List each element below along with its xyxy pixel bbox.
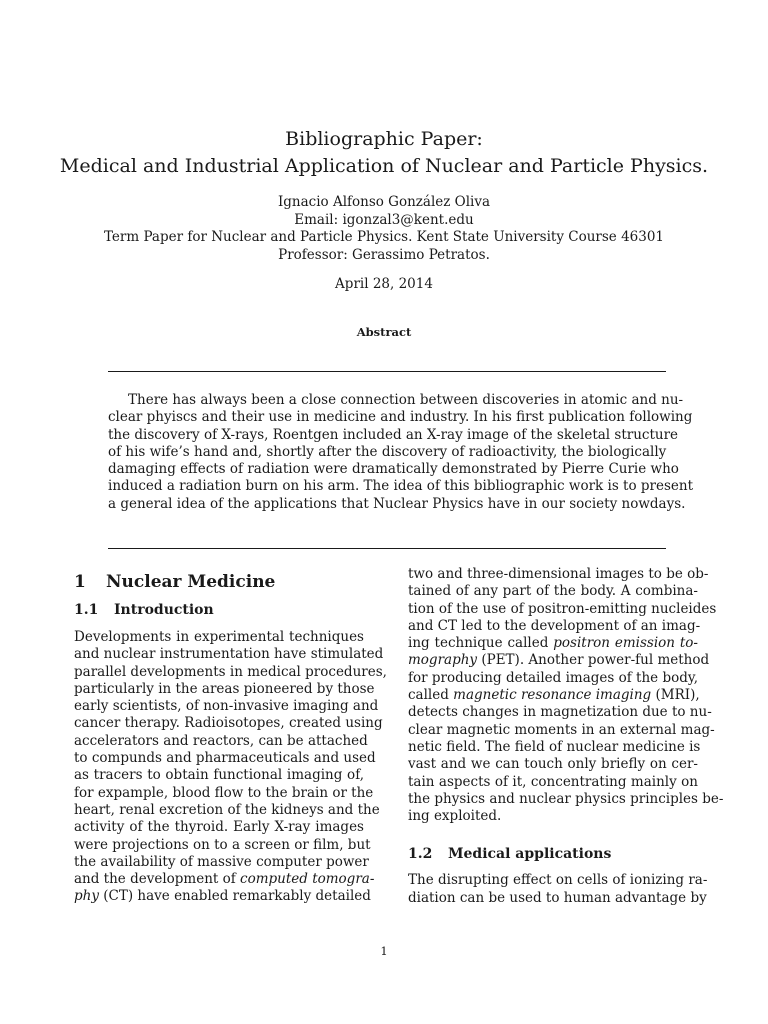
- text-line: for expample, blood flow to the brain or the: [74, 784, 374, 801]
- italic-term: magnetic resonance imaging: [453, 687, 652, 704]
- continued-paragraph: [408, 566, 724, 825]
- text-line: tain aspects of it, concentrating mainly on: [408, 773, 698, 790]
- text-line: tained of any part of the body. A combina-: [408, 583, 698, 600]
- text-line: and CT led to the development of an imag-: [408, 617, 701, 634]
- title-line-1: Bibliographic Paper:: [285, 128, 483, 150]
- text-line: [408, 687, 698, 704]
- author-block: [0, 194, 768, 264]
- text-line: clear magnetic moments in an external mag-: [408, 721, 715, 738]
- text-line: diation can be used to human advantage by: [408, 889, 707, 906]
- text-line: tion of the use of positron-emitting nucleides: [408, 600, 717, 617]
- text-fragment: ing technique called: [408, 635, 554, 652]
- abstract-line: clear phyiscs and their use in medicine and industry. In his first publication following: [108, 409, 693, 426]
- text-line: [408, 635, 698, 652]
- medical-applications-paragraph: [408, 872, 708, 907]
- paper-title: [0, 126, 768, 180]
- page-number: 1: [380, 944, 388, 958]
- text-fragment: (PET). Another power-ful method: [477, 652, 710, 669]
- subsection-number: 1.2: [408, 846, 433, 863]
- text-line: particularly in the areas pioneered by those: [74, 680, 375, 697]
- author-name: Ignacio Alfonso González Oliva: [277, 194, 491, 210]
- section-heading: [74, 571, 364, 593]
- text-line: parallel developments in medical procedures,: [74, 663, 387, 680]
- abstract-line: of his wife’s hand and, shortly after the discovery of radioactivity, the biologically: [108, 443, 667, 460]
- text-line: heart, renal excretion of the kidneys and the: [74, 801, 380, 818]
- professor-info: Professor: Gerassimo Petratos.: [278, 246, 490, 263]
- italic-term: mography: [408, 652, 478, 669]
- text-fragment: called: [408, 687, 454, 704]
- title-line-2: Medical and Industrial Application of Nuclear and Particle Physics.: [59, 155, 709, 177]
- text-line: cancer therapy. Radioisotopes, created using: [74, 715, 383, 732]
- text-line: detects changes in magnetization due to nu-: [408, 704, 712, 721]
- section-number: 1: [74, 572, 86, 592]
- subsection-title: Introduction: [114, 602, 214, 618]
- course-info: Term Paper for Nuclear and Particle Physics. Kent State University Course 46301: [103, 229, 665, 245]
- subsection-heading: [74, 601, 364, 619]
- text-line: for producing detailed images of the body,: [408, 669, 698, 686]
- abstract-line: the discovery of X-rays, Roentgen included an X-ray image of the skeletal structure: [108, 426, 679, 443]
- text-line: [408, 652, 710, 669]
- paper-date: April 28, 2014: [335, 276, 433, 292]
- abstract-line: There has always been a close connection between discoveries in atomic and nu-: [128, 392, 684, 408]
- abstract-line: damaging effects of radiation were dramatically demonstrated by Pierre Curie who: [108, 461, 679, 478]
- right-column: [408, 566, 724, 907]
- abstract-line: induced a radiation burn on his arm. The idea of this bibliographic work is to present: [108, 478, 694, 495]
- abstract-bottom-rule: [108, 548, 666, 549]
- author-email: Email: igonzal3@kent.edu: [294, 211, 474, 228]
- text-line: as tracers to obtain functional imaging of,: [74, 767, 364, 784]
- subsection-title: Medical applications: [448, 846, 612, 863]
- italic-term: computed tomogra-: [240, 871, 375, 888]
- text-fragment: (MRI),: [651, 687, 700, 704]
- subsection-number: 1.1: [74, 602, 99, 618]
- italic-term: positron emission to-: [553, 635, 698, 652]
- text-line: were projections on to a screen or film, but: [74, 836, 371, 853]
- text-line: activity of the thyroid. Early X-ray images: [74, 819, 364, 836]
- subsection-heading: [408, 845, 698, 863]
- text-line: [74, 888, 371, 905]
- text-fragment: and the development of: [74, 871, 241, 888]
- left-column: [74, 566, 387, 906]
- abstract-heading: Abstract: [356, 325, 412, 339]
- intro-paragraph: [74, 629, 387, 906]
- abstract-top-rule: [108, 371, 666, 372]
- abstract-body: [108, 392, 694, 513]
- section-title: Nuclear Medicine: [106, 572, 276, 592]
- text-line: two and three-dimensional images to be ob-: [408, 566, 709, 582]
- text-line: ing exploited.: [408, 808, 502, 825]
- text-line: the availability of massive computer power: [74, 853, 369, 870]
- text-line: to compunds and pharmaceuticals and used: [74, 750, 376, 767]
- abstract-line: a general idea of the applications that Nuclear Physics have in our society nowdays.: [108, 495, 686, 512]
- text-line: netic field. The field of nuclear medicine is: [408, 738, 701, 755]
- text-fragment: (CT) have enabled remarkably detailed: [98, 888, 371, 905]
- text-line: Developments in experimental techniques: [74, 629, 364, 645]
- text-line: early scientists, of non-invasive imaging and: [74, 698, 379, 715]
- text-line: and nuclear instrumentation have stimulated: [74, 646, 384, 663]
- text-line: the physics and nuclear physics principles be-: [408, 790, 724, 807]
- text-line: vast and we can touch only briefly on cer-: [408, 756, 698, 773]
- text-line: accelerators and reactors, can be attached: [74, 732, 368, 749]
- text-line: The disrupting effect on cells of ionizing ra-: [408, 872, 708, 889]
- text-line: [74, 871, 375, 888]
- italic-term: phy: [74, 888, 99, 905]
